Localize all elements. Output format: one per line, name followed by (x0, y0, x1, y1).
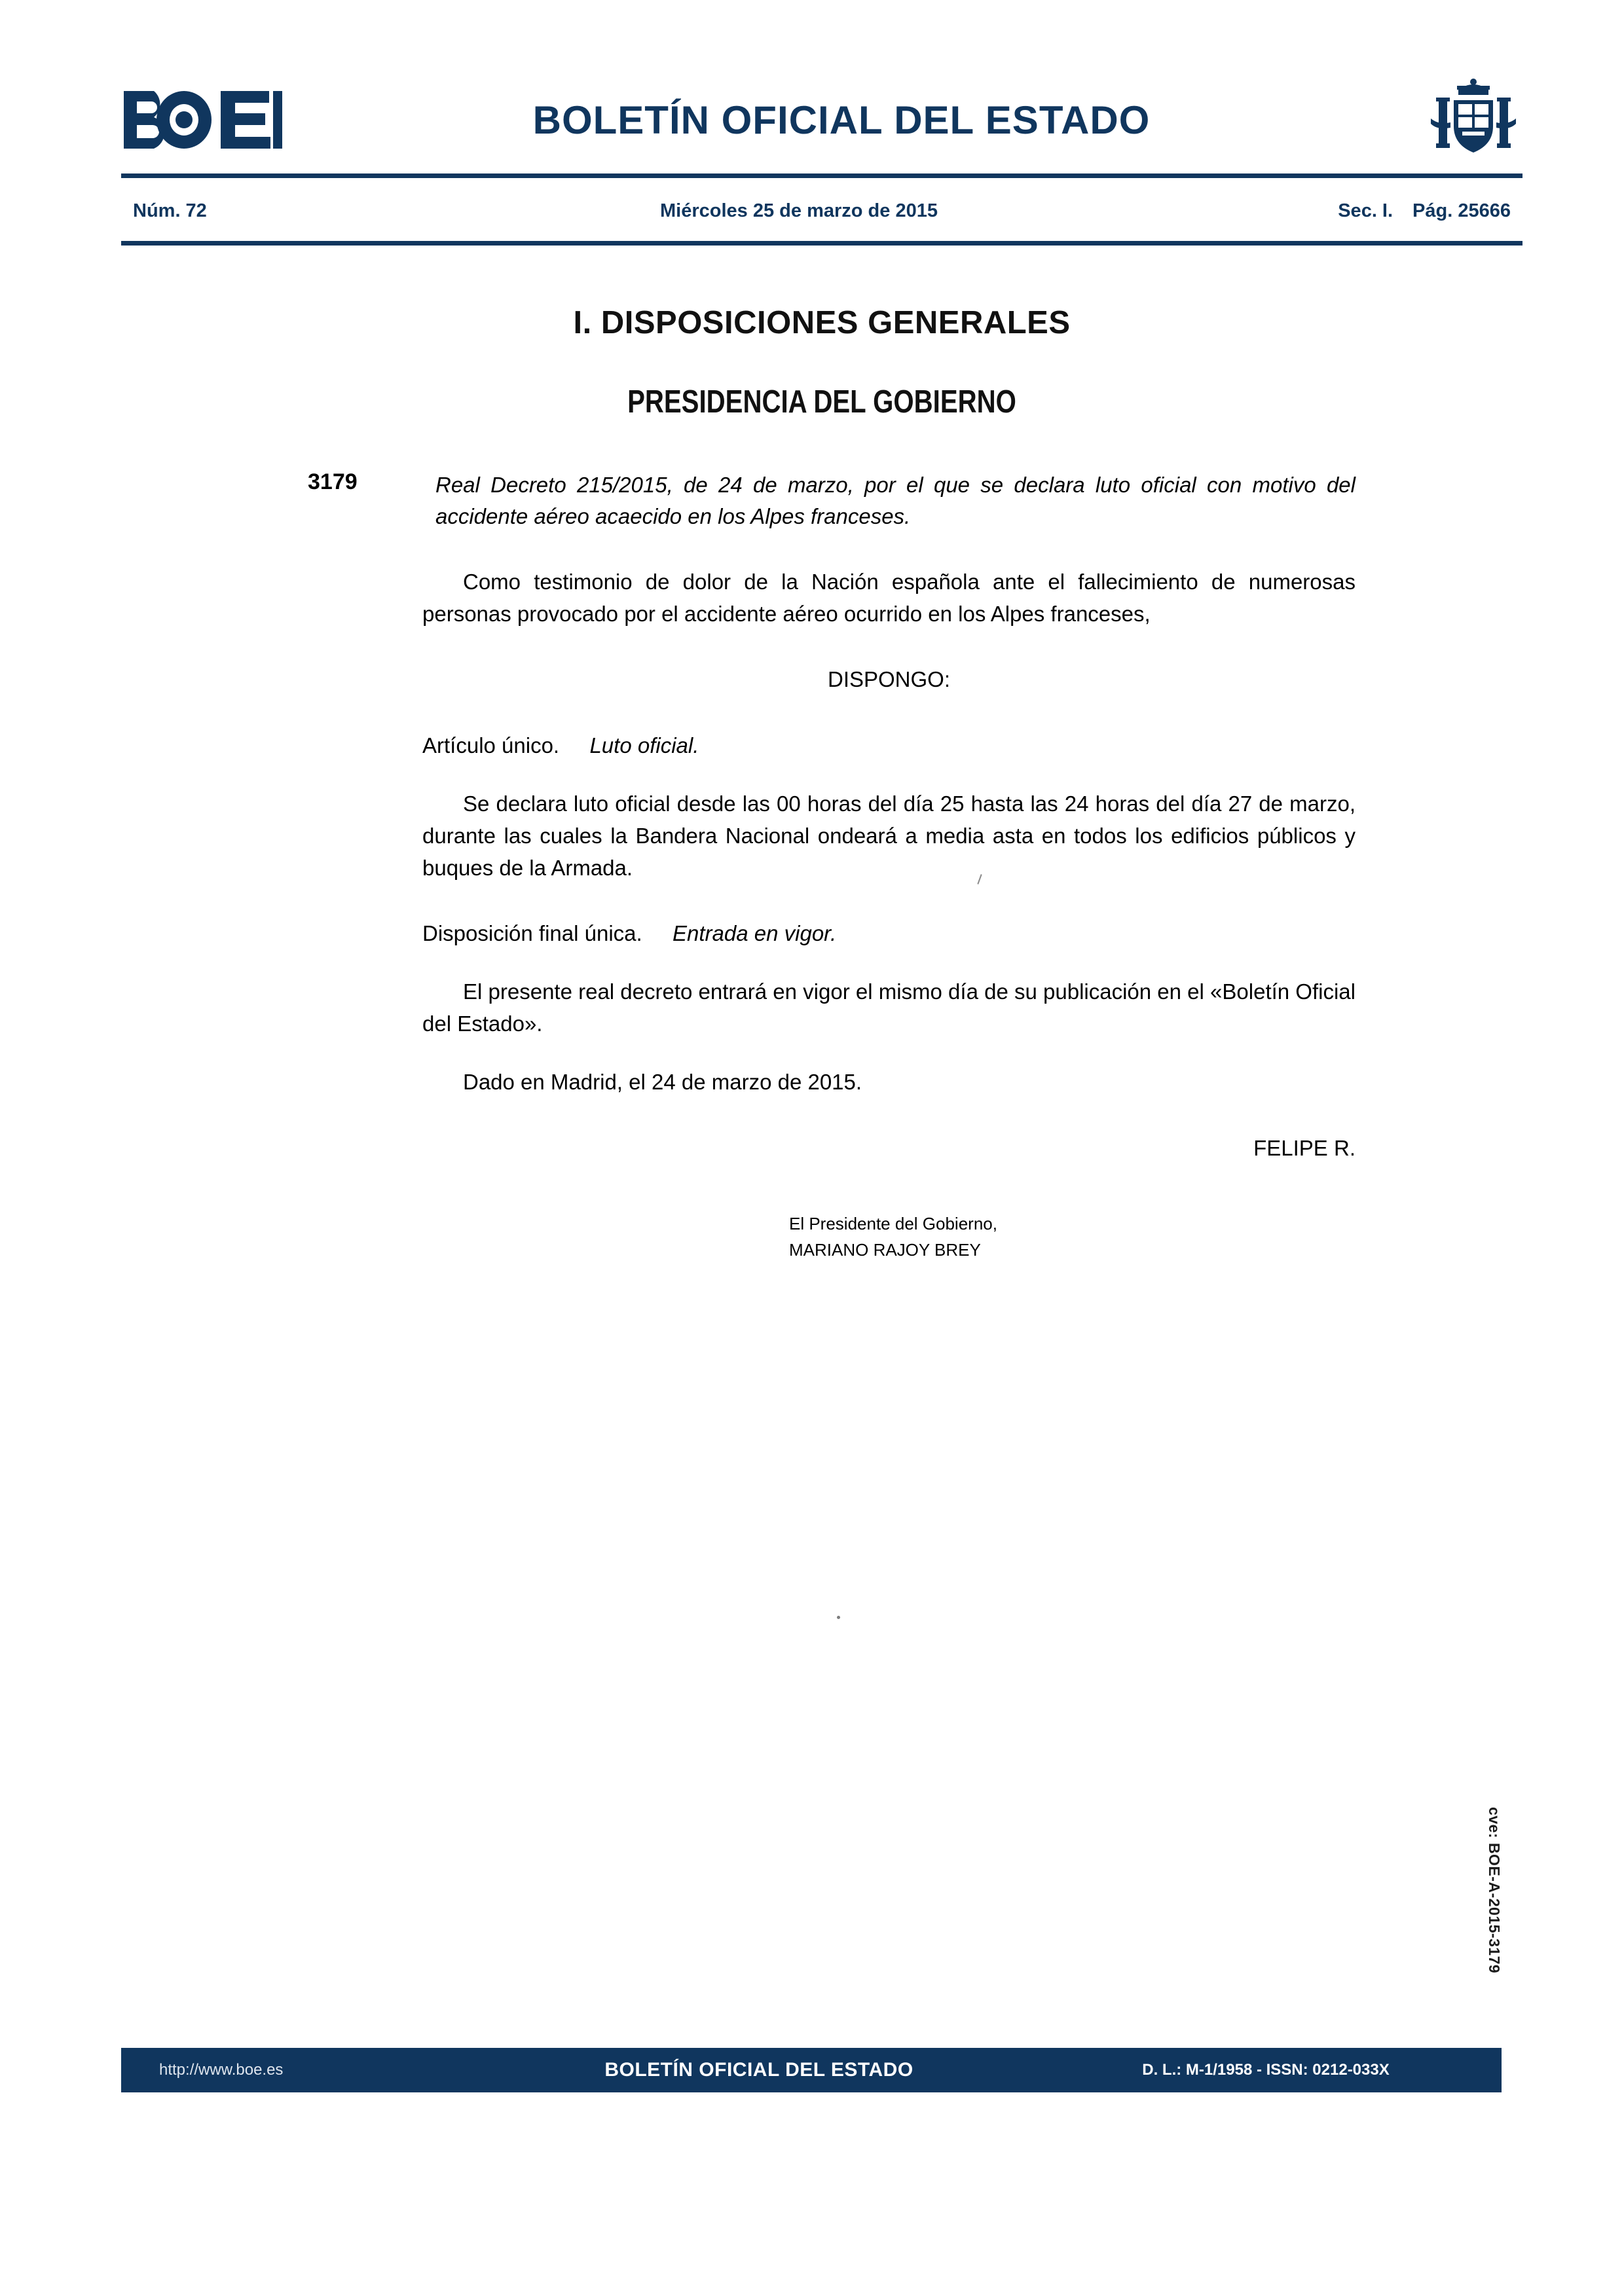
paragraph-preamble: Como testimonio de dolor de la Nación española ante el fallecimiento de numerosas personas provocado por el accidente aéreo ocurrido en los Alpes franceses, (422, 569, 1356, 626)
header-meta-bar (121, 185, 1522, 236)
footer-url[interactable]: http://www.boe.es (159, 2061, 284, 2079)
signature-block (121, 1211, 1522, 1264)
final-disposition-heading (121, 918, 1522, 950)
signer-name: MARIANO RAJOY BREY (789, 1239, 981, 1260)
dispongo-heading: DISPONGO: (827, 667, 951, 692)
paragraph-entry-into-force: El presente real decreto entrará en vigor el mismo día de su publicación en el «Boletín Oficial del Estado». (422, 979, 1356, 1036)
document-content (121, 282, 1522, 1263)
signer-title: El Presidente del Gobierno, (789, 1213, 997, 1233)
page-footer (121, 2048, 1502, 2092)
paragraph-place-date: Dado en Madrid, el 24 de marzo de 2015. (463, 1069, 862, 1094)
header-title: BOLETÍN OFICIAL DEL ESTADO (532, 98, 1151, 142)
coat-of-arms-icon (1398, 77, 1522, 162)
stray-dot-mark (837, 1616, 840, 1619)
boe-logo (121, 88, 285, 151)
article-unique-title: Luto oficial. (589, 733, 699, 758)
footer-legal-deposit: D. L.: M-1/1958 - ISSN: 0212-033X (1142, 2061, 1390, 2079)
footer-title: BOLETÍN OFICIAL DEL ESTADO (604, 2059, 913, 2081)
king-signature: FELIPE R. (1253, 1135, 1356, 1160)
issue-date: Miércoles 25 de marzo de 2015 (660, 200, 938, 221)
final-disposition-label: Disposición final única. (422, 921, 642, 946)
article-unique-heading (121, 730, 1522, 762)
header-rule-top (121, 173, 1522, 178)
issue-number: Núm. 72 (133, 200, 207, 221)
page-label: Pág. 25666 (1412, 200, 1511, 221)
article-number: 3179 (308, 469, 358, 494)
article-summary: Real Decreto 215/2015, de 24 de marzo, por el que se declara luto oficial con motivo del accidente aéreo acaecido en los Alpes franceses. (435, 473, 1356, 528)
cve-identifier: cve: BOE-A-2015-3179 (1486, 1807, 1503, 1974)
section-page (1229, 200, 1522, 222)
section-title: I. DISPOSICIONES GENERALES (573, 305, 1071, 340)
final-disposition-title: Entrada en vigor. (673, 921, 837, 946)
header-rule-bottom (121, 241, 1522, 246)
section-label: Sec. I. (1338, 200, 1393, 221)
page-header (121, 71, 1522, 169)
article-unique-label: Artículo único. (422, 733, 560, 758)
issuing-organ: PRESIDENCIA DEL GOBIERNO (627, 384, 1016, 420)
article-header (121, 469, 1522, 532)
paragraph-article-body: Se declara luto oficial desde las 00 horas del día 25 hasta las 24 horas del día 27 de marzo, durante las cuales la Bandera Nacional ondeará a media asta en todos los edificios públicos y buques de la Armada. (422, 792, 1356, 880)
